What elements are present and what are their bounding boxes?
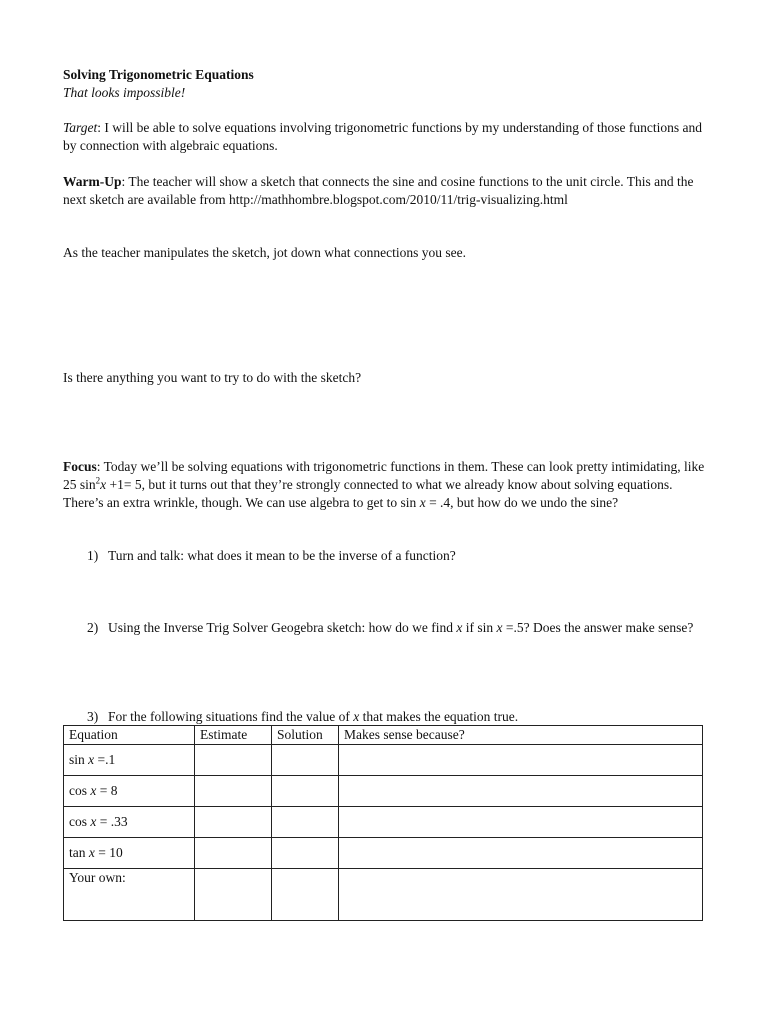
your-own-cell[interactable]: Your own: bbox=[64, 869, 195, 921]
question-text-part: For the following situations find the value of bbox=[108, 709, 354, 724]
table-row-your-own bbox=[64, 869, 703, 921]
equation-rest: = 8 bbox=[96, 783, 118, 798]
equation-variable: x bbox=[90, 783, 97, 798]
header-makes-sense: Makes sense because? bbox=[339, 726, 703, 745]
question-number: 2) bbox=[87, 620, 99, 635]
equation-rest: = .33 bbox=[96, 814, 128, 829]
manipulates-prompt: As the teacher manipulates the sketch, jot down what connections you see. bbox=[63, 245, 467, 260]
estimate-cell[interactable] bbox=[195, 838, 272, 869]
equation-cell bbox=[64, 807, 195, 838]
makes-sense-cell[interactable] bbox=[339, 776, 703, 807]
target-paragraph bbox=[63, 119, 713, 155]
question-text-part: that makes the equation true. bbox=[359, 709, 519, 724]
equation-table bbox=[63, 725, 703, 921]
question-number: 3) bbox=[87, 709, 99, 724]
table-row bbox=[64, 776, 703, 807]
table-row bbox=[64, 745, 703, 776]
equation-rest: = 10 bbox=[94, 845, 123, 860]
makes-sense-cell[interactable] bbox=[339, 869, 703, 921]
focus-text-1: : Today we’ll be solving equations with trigonometric functions in them. These can look pretty intimidating, like 25 sin bbox=[63, 459, 705, 492]
warmup-label: Warm-Up bbox=[63, 174, 122, 189]
question-text-part: =.5? Does the answer make sense? bbox=[502, 620, 694, 635]
anything-prompt: Is there anything you want to try to do with the sketch? bbox=[63, 370, 362, 385]
question-number: 1) bbox=[87, 548, 99, 563]
table-header-row bbox=[64, 726, 703, 745]
focus-text-3: = .4, but how do we undo the sine? bbox=[425, 495, 619, 510]
question-2 bbox=[87, 619, 707, 637]
equation-cell bbox=[64, 838, 195, 869]
makes-sense-cell[interactable] bbox=[339, 745, 703, 776]
target-text: : I will be able to solve equations involving trigonometric functions by my understanding of those functions and by connection with algebraic equations. bbox=[63, 120, 703, 153]
table-row bbox=[64, 838, 703, 869]
estimate-cell[interactable] bbox=[195, 745, 272, 776]
page-subtitle: That looks impossible! bbox=[63, 85, 186, 100]
equation-rest: =.1 bbox=[94, 752, 116, 767]
solution-cell[interactable] bbox=[272, 838, 339, 869]
focus-paragraph bbox=[63, 458, 713, 512]
equation-variable: x bbox=[88, 845, 95, 860]
solution-cell[interactable] bbox=[272, 745, 339, 776]
focus-variable: x bbox=[419, 495, 426, 510]
question-variable: x bbox=[353, 709, 360, 724]
focus-superscript: 2 bbox=[95, 475, 101, 486]
warmup-paragraph bbox=[63, 173, 713, 209]
header-solution: Solution bbox=[272, 726, 339, 745]
solution-cell[interactable] bbox=[272, 776, 339, 807]
question-variable: x bbox=[456, 620, 463, 635]
question-text bbox=[108, 708, 707, 726]
target-label: Target bbox=[63, 120, 98, 135]
question-variable: x bbox=[496, 620, 503, 635]
question-text: Turn and talk: what does it mean to be the inverse of a function? bbox=[108, 548, 456, 563]
estimate-cell[interactable] bbox=[195, 869, 272, 921]
focus-variable: x bbox=[100, 477, 107, 492]
question-text bbox=[108, 619, 707, 637]
question-text-part: if sin bbox=[462, 620, 497, 635]
solution-cell[interactable] bbox=[272, 869, 339, 921]
equation-variable: x bbox=[90, 814, 97, 829]
equation-fn: sin bbox=[69, 752, 89, 767]
equation-variable: x bbox=[88, 752, 95, 767]
question-text-part: Using the Inverse Trig Solver Geogebra sketch: how do we find bbox=[108, 620, 457, 635]
equation-cell bbox=[64, 776, 195, 807]
focus-text-2: +1= 5, but it turns out that they’re strongly connected to what we already know about solving equations. There’s an extra wrinkle, though. We can use algebra to get to sin bbox=[63, 477, 673, 510]
header-equation: Equation bbox=[64, 726, 195, 745]
warmup-text: : The teacher will show a sketch that connects the sine and cosine functions to the unit circle. This and the next sketch are available from http://mathhombre.blogspot.com/2010/11/trig-visualizing.html bbox=[63, 174, 694, 207]
equation-fn: cos bbox=[69, 814, 91, 829]
estimate-cell[interactable] bbox=[195, 807, 272, 838]
estimate-cell[interactable] bbox=[195, 776, 272, 807]
question-1 bbox=[87, 547, 707, 565]
focus-label: Focus bbox=[63, 459, 97, 474]
makes-sense-cell[interactable] bbox=[339, 807, 703, 838]
makes-sense-cell[interactable] bbox=[339, 838, 703, 869]
equation-fn: tan bbox=[69, 845, 89, 860]
equation-fn: cos bbox=[69, 783, 91, 798]
question-3 bbox=[87, 708, 707, 726]
page-title: Solving Trigonometric Equations bbox=[63, 67, 254, 82]
table-row bbox=[64, 807, 703, 838]
equation-cell bbox=[64, 745, 195, 776]
header-estimate: Estimate bbox=[195, 726, 272, 745]
solution-cell[interactable] bbox=[272, 807, 339, 838]
